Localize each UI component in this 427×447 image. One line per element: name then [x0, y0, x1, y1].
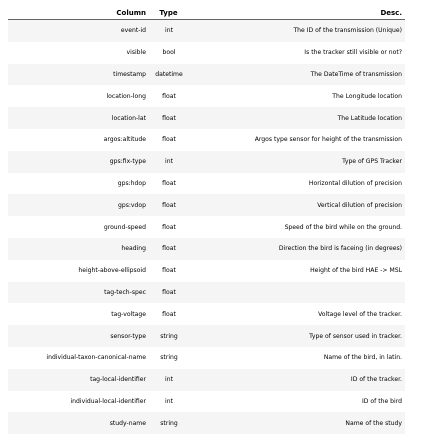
- cell-type: int: [148, 369, 190, 391]
- cell-column: gps:vdop: [8, 194, 148, 216]
- cell-type: string: [148, 347, 190, 369]
- cell-desc: ID of the bird: [190, 391, 405, 413]
- table-row: [8, 129, 405, 151]
- cell-column: tag-tech-spec: [8, 282, 148, 304]
- cell-desc: Speed of the bird while on the ground.: [190, 216, 405, 238]
- cell-column: sensor-type: [8, 325, 148, 347]
- cell-column: individual-taxon-canonical-name: [8, 347, 148, 369]
- cell-column: ground-speed: [8, 216, 148, 238]
- cell-column: location-long: [8, 85, 148, 107]
- table-row: [8, 369, 405, 391]
- table-row: [8, 282, 405, 304]
- header-desc: Desc.: [190, 6, 405, 20]
- cell-type: float: [148, 85, 190, 107]
- table-body: [8, 20, 405, 435]
- cell-type: int: [148, 20, 190, 42]
- table-row: [8, 325, 405, 347]
- table-row: [8, 303, 405, 325]
- header-row: [8, 6, 405, 20]
- schema-table-container: [8, 6, 405, 434]
- cell-desc: Type of GPS Tracker: [190, 151, 405, 173]
- cell-desc: Name of the bird, in latin.: [190, 347, 405, 369]
- table-row: [8, 238, 405, 260]
- table-row: [8, 347, 405, 369]
- cell-desc: Is the tracker still visible or not?: [190, 42, 405, 64]
- cell-type: float: [148, 303, 190, 325]
- cell-type: float: [148, 107, 190, 129]
- cell-column: gps:fix-type: [8, 151, 148, 173]
- cell-desc: Direction the bird is faceing (in degrees): [190, 238, 405, 260]
- cell-desc: The DateTime of transmission: [190, 64, 405, 86]
- cell-type: float: [148, 238, 190, 260]
- cell-column: event-id: [8, 20, 148, 42]
- cell-desc: The Longitude location: [190, 85, 405, 107]
- cell-column: location-lat: [8, 107, 148, 129]
- cell-column: study-name: [8, 412, 148, 434]
- table-row: [8, 260, 405, 282]
- cell-column: height-above-ellipsoid: [8, 260, 148, 282]
- cell-column: argos:altitude: [8, 129, 148, 151]
- table-row: [8, 107, 405, 129]
- cell-desc: Voltage level of the tracker.: [190, 303, 405, 325]
- cell-type: float: [148, 216, 190, 238]
- cell-type: int: [148, 151, 190, 173]
- cell-desc: Argos type sensor for height of the transmission: [190, 129, 405, 151]
- cell-type: bool: [148, 42, 190, 64]
- cell-type: float: [148, 173, 190, 195]
- table-header: [8, 6, 405, 20]
- table-row: [8, 216, 405, 238]
- cell-desc: The Latitude location: [190, 107, 405, 129]
- cell-desc: Name of the study: [190, 412, 405, 434]
- cell-type: float: [148, 129, 190, 151]
- cell-column: gps:hdop: [8, 173, 148, 195]
- table-row: [8, 42, 405, 64]
- cell-type: float: [148, 194, 190, 216]
- table-row: [8, 64, 405, 86]
- cell-desc: Vertical dilution of precision: [190, 194, 405, 216]
- cell-desc: ID of the tracker.: [190, 369, 405, 391]
- cell-type: string: [148, 412, 190, 434]
- table-row: [8, 151, 405, 173]
- table-row: [8, 412, 405, 434]
- header-type: Type: [148, 6, 190, 20]
- cell-type: datetime: [148, 64, 190, 86]
- table-row: [8, 173, 405, 195]
- cell-column: individual-local-identifier: [8, 391, 148, 413]
- cell-type: int: [148, 391, 190, 413]
- table-row: [8, 20, 405, 42]
- cell-column: heading: [8, 238, 148, 260]
- cell-column: visible: [8, 42, 148, 64]
- table-row: [8, 194, 405, 216]
- header-column: Column: [8, 6, 148, 20]
- cell-desc: Type of sensor used in tracker.: [190, 325, 405, 347]
- table-row: [8, 85, 405, 107]
- cell-column: tag-local-identifier: [8, 369, 148, 391]
- cell-desc: Horizontal dilution of precision: [190, 173, 405, 195]
- cell-column: tag-voltage: [8, 303, 148, 325]
- cell-type: string: [148, 325, 190, 347]
- schema-table: [8, 6, 405, 434]
- cell-desc: The ID of the transmission (Unique): [190, 20, 405, 42]
- table-row: [8, 391, 405, 413]
- cell-desc: Height of the bird HAE -> MSL: [190, 260, 405, 282]
- cell-desc: [190, 282, 405, 304]
- cell-column: timestamp: [8, 64, 148, 86]
- cell-type: float: [148, 260, 190, 282]
- cell-type: float: [148, 282, 190, 304]
